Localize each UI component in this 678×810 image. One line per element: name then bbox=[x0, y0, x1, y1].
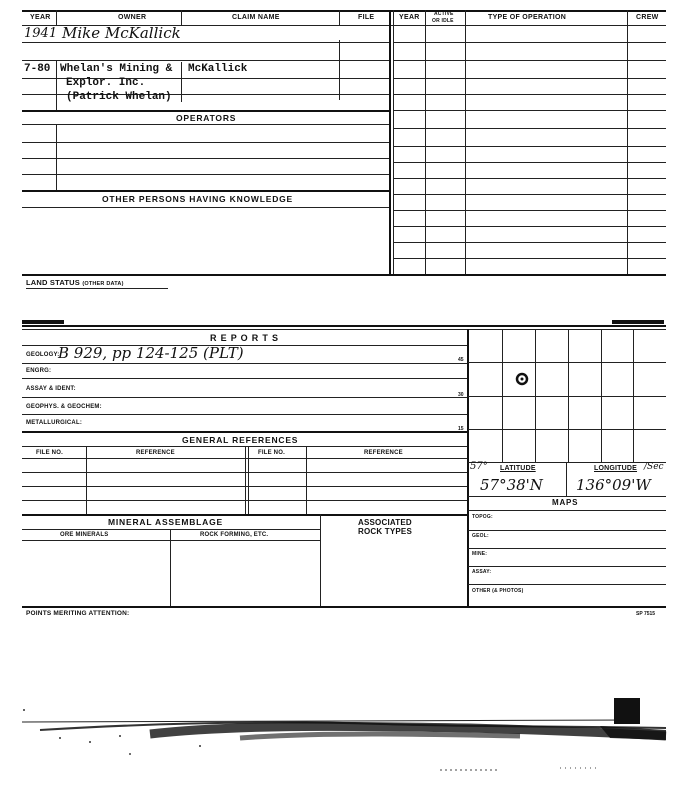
reports-title: R E P O R T S bbox=[210, 333, 279, 343]
header-year-2: YEAR bbox=[399, 14, 420, 21]
ref-header-reference-2: REFERENCE bbox=[364, 450, 403, 456]
location-marker-icon bbox=[514, 371, 530, 387]
header-crew: CREW bbox=[636, 14, 659, 21]
longitude-suffix: /Sec bbox=[644, 462, 664, 472]
entry-2-year: 7-80 bbox=[24, 63, 51, 75]
maps-label: MAPS bbox=[552, 498, 579, 507]
geology-value: B 929, pp 124-125 (PLT) bbox=[58, 344, 244, 362]
general-references-label: GENERAL REFERENCES bbox=[182, 435, 299, 445]
assay-label: ASSAY & IDENT: bbox=[26, 386, 76, 392]
entry-1-year: 1941 bbox=[24, 26, 58, 41]
points-meriting-label: POINTS MERITING ATTENTION: bbox=[26, 610, 130, 617]
ref-header-reference-1: REFERENCE bbox=[136, 450, 175, 456]
latitude-value: 57°38'N bbox=[480, 476, 543, 494]
entry-2-claim: McKallick bbox=[188, 63, 248, 75]
geophys-label: GEOPHYS. & GEOCHEM: bbox=[26, 404, 102, 410]
form-number: SP 7515 bbox=[636, 611, 656, 617]
entry-2-owner-line3: (Patrick Whelan) bbox=[66, 91, 172, 103]
longitude-value: 136°09'W bbox=[576, 476, 651, 494]
maps-assay: ASSAY: bbox=[472, 569, 492, 575]
operators-label: OPERATORS bbox=[176, 113, 237, 123]
header-type-of-operation: TYPE OF OPERATION bbox=[488, 14, 567, 21]
header-active-line2: OR IDLE bbox=[432, 18, 454, 24]
row-number-30: 30 bbox=[458, 392, 464, 398]
header-year: YEAR bbox=[30, 14, 51, 21]
ref-header-file-no-2: FILE NO. bbox=[258, 450, 285, 456]
maps-other: OTHER (& PHOTOS) bbox=[472, 588, 524, 594]
latitude-label: LATITUDE bbox=[500, 465, 536, 472]
header-active-line1: ACTIVE bbox=[434, 11, 454, 17]
rock-forming-label: ROCK FORMING, ETC. bbox=[200, 532, 269, 538]
engrg-label: ENGRG: bbox=[26, 368, 52, 374]
associated-label-line2: ROCK TYPES bbox=[358, 527, 413, 536]
ref-header-file-no-1: FILE NO. bbox=[36, 450, 63, 456]
lat-prefix: 57° bbox=[470, 461, 488, 472]
entry-2-owner-line1: Whelan's Mining & bbox=[60, 63, 173, 75]
geology-label: GEOLOGY: bbox=[26, 352, 60, 358]
row-number-15: 15 bbox=[458, 426, 464, 432]
entry-1-owner: Mike McKallick bbox=[62, 24, 181, 42]
header-claim-name: CLAIM NAME bbox=[232, 14, 280, 21]
land-status-label: LAND STATUS (OTHER DATA) bbox=[26, 278, 124, 287]
associated-label-line1: ASSOCIATED bbox=[358, 518, 412, 527]
row-number-45: 45 bbox=[458, 357, 464, 363]
entry-2-owner-line2: Explor. Inc. bbox=[66, 77, 146, 89]
maps-geol: GEOL: bbox=[472, 533, 489, 539]
header-owner: OWNER bbox=[118, 14, 147, 21]
metallurgical-label: METALLURGICAL: bbox=[26, 420, 83, 426]
header-file: FILE bbox=[358, 14, 375, 21]
scan-noise-band bbox=[0, 690, 678, 780]
other-persons-label: OTHER PERSONS HAVING KNOWLEDGE bbox=[102, 194, 294, 204]
longitude-label: LONGITUDE bbox=[594, 465, 638, 472]
ore-minerals-label: ORE MINERALS bbox=[60, 532, 109, 538]
maps-topog: TOPOG: bbox=[472, 514, 493, 520]
maps-mine: MINE: bbox=[472, 551, 488, 557]
mineral-assemblage-label: MINERAL ASSEMBLAGE bbox=[108, 517, 223, 527]
